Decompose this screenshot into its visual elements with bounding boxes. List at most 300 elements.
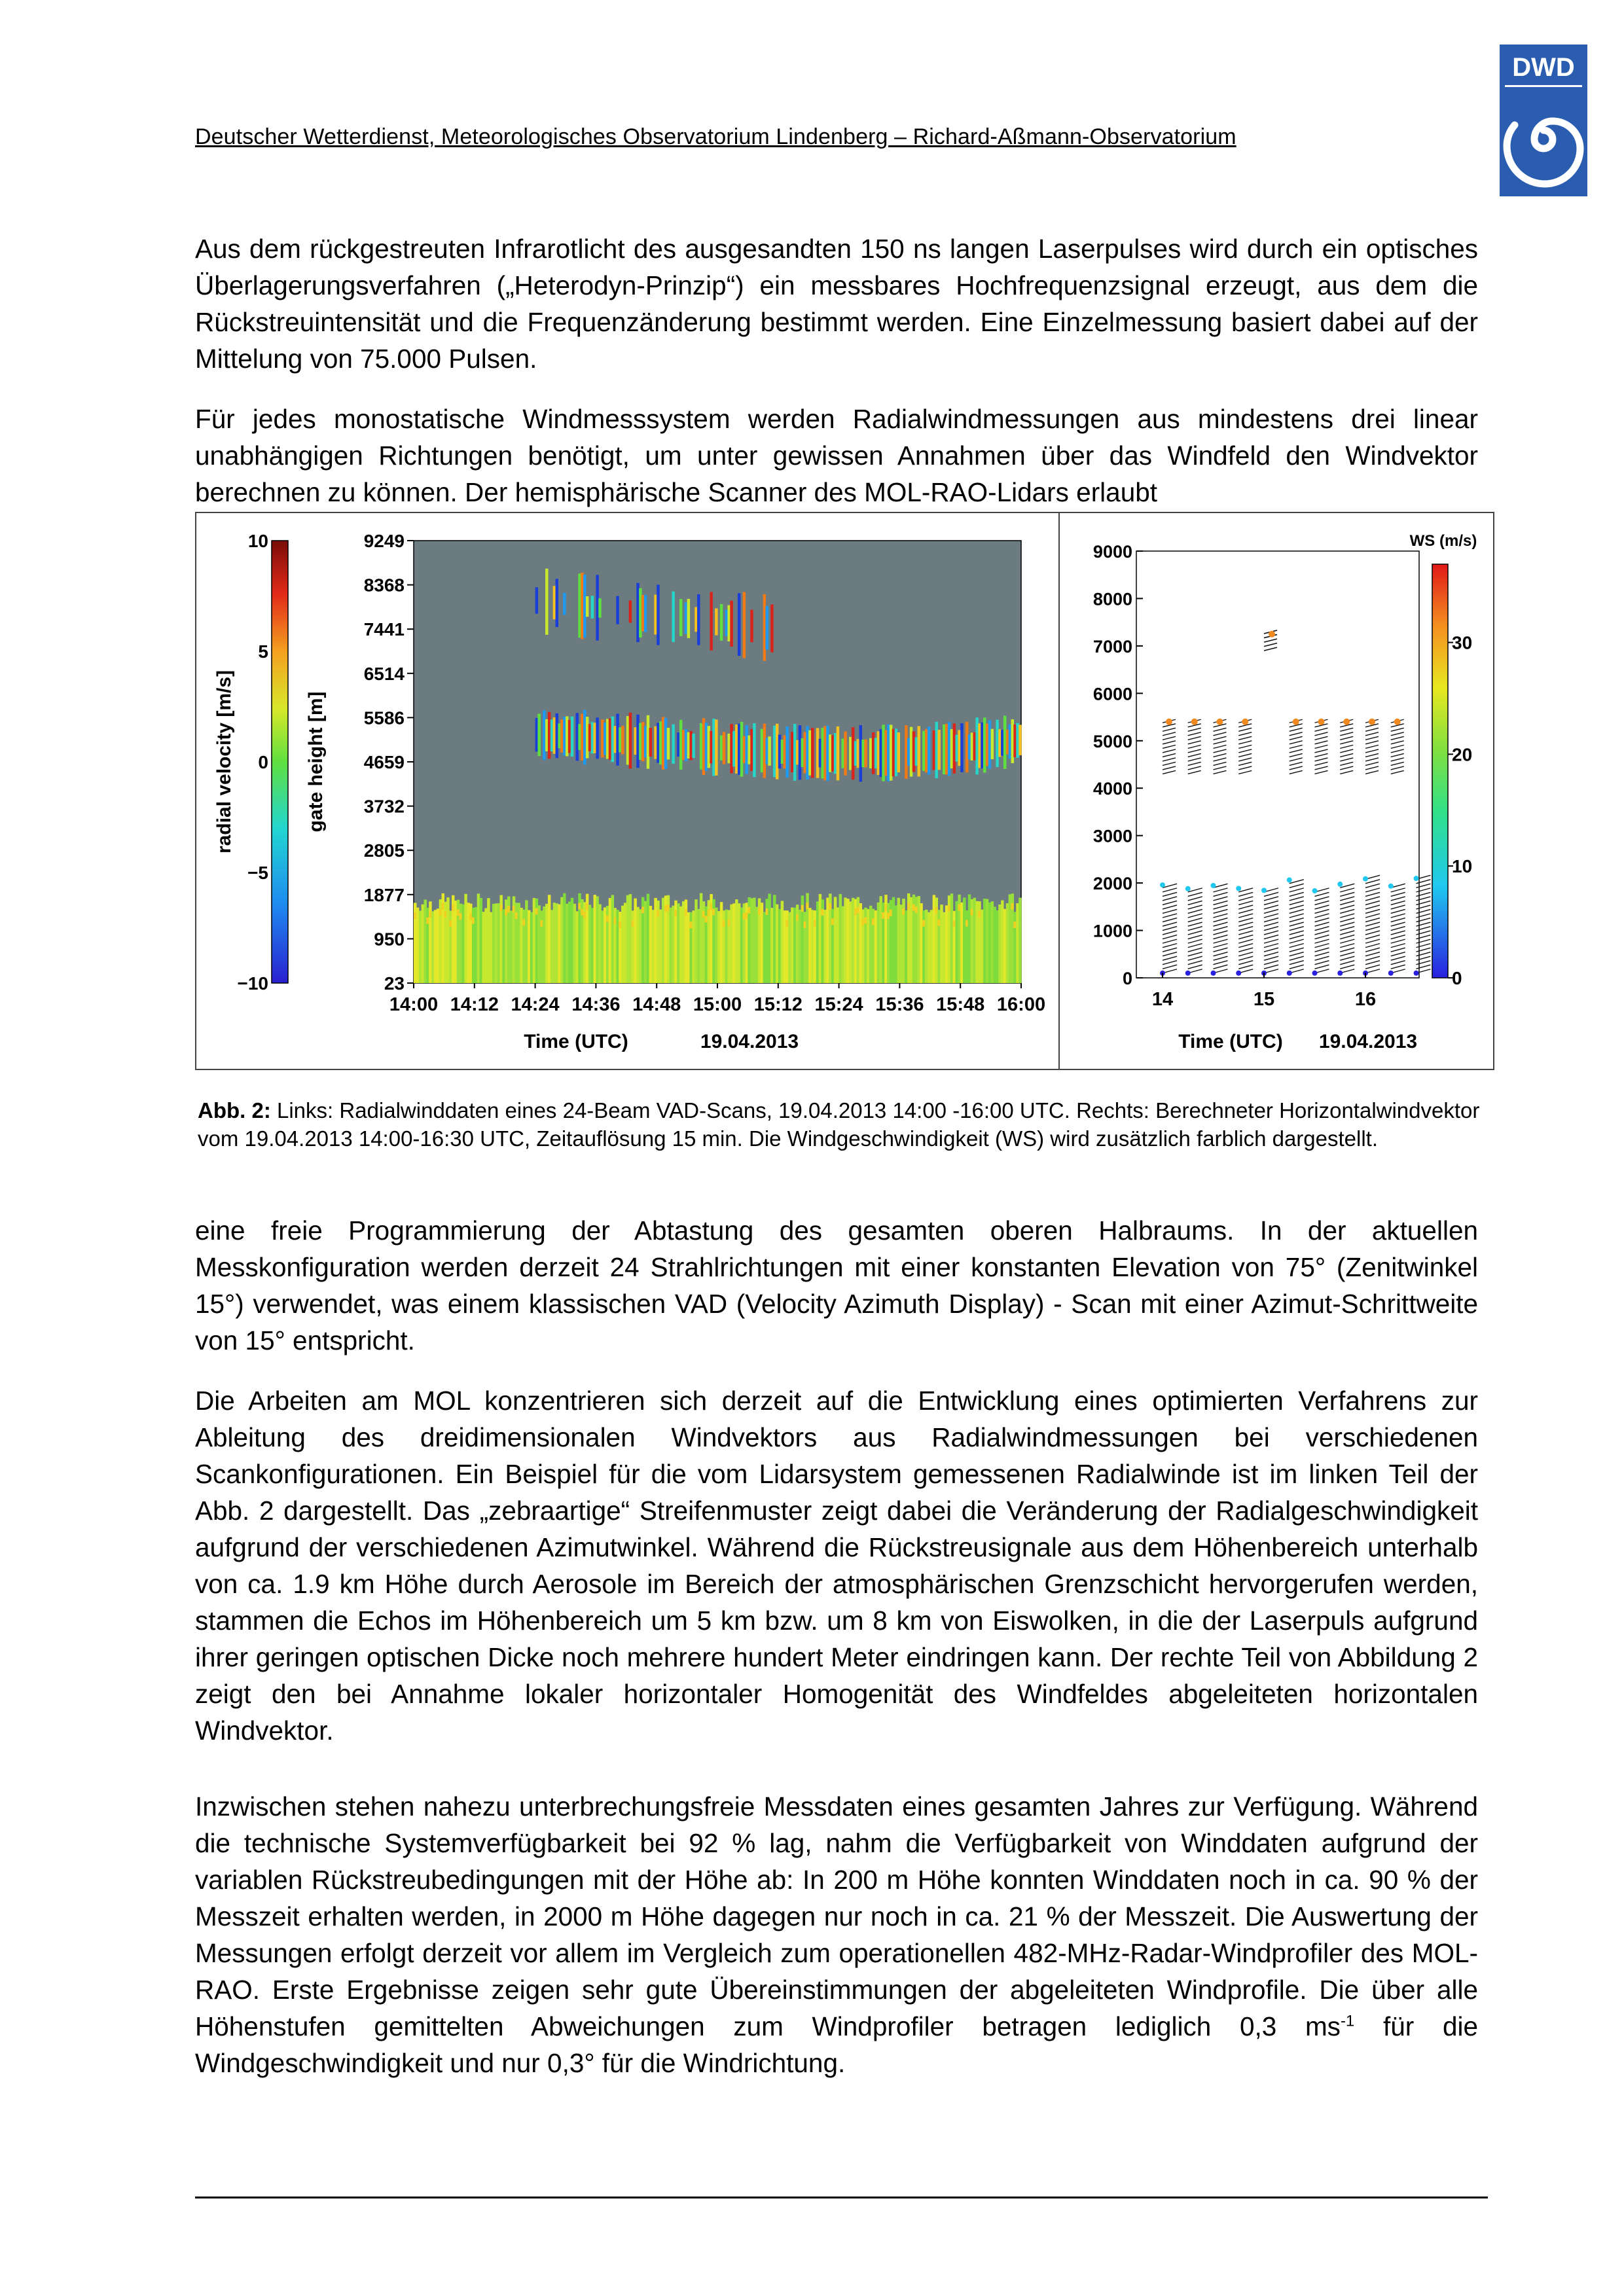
heatmap-cell <box>770 605 773 653</box>
heatmap-cell <box>945 724 948 775</box>
heatmap-cell <box>606 916 609 922</box>
right-x-axis-label: Time (UTC) <box>1178 1031 1283 1052</box>
heatmap-cell <box>530 912 533 983</box>
heatmap-cell <box>692 910 695 983</box>
caption-text: Links: Radialwinddaten eines 24-Beam VAD-Scans, 19.04.2013 14:00 -16:00 UTC. Rechts: Berechneter Horizontalwindvektor vom 19.04.2013 14:00-16:30 UTC, Zeitauflösung 15 min. Die Windgeschwindigkeit (WS) wird zusätzlich farblich dargestellt. <box>198 1098 1480 1151</box>
heatmap-cell <box>937 730 940 770</box>
heatmap-cell <box>793 908 796 983</box>
heatmap-cell <box>429 911 431 918</box>
heatmap-cell <box>644 595 647 632</box>
heatmap-cell <box>685 909 687 916</box>
heatmap-cell <box>738 724 740 775</box>
heatmap-cell <box>571 898 573 983</box>
heatmap-cell <box>575 713 578 761</box>
heatmap-cell <box>803 922 806 928</box>
heatmap-cell <box>1001 901 1003 983</box>
heatmap-cell <box>991 901 994 983</box>
heatmap-cell <box>609 898 611 983</box>
heatmap-cell <box>596 575 598 640</box>
heatmap-cell <box>928 726 930 774</box>
right-y-ticks <box>1093 542 1143 988</box>
heatmap-cell <box>697 594 700 645</box>
heatmap-cell <box>581 909 583 916</box>
heatmap-cell <box>434 910 437 983</box>
heatmap-cell <box>416 908 419 983</box>
heatmap-cell <box>687 732 690 759</box>
heatmap-cell <box>735 899 738 983</box>
heatmap-cell <box>930 910 933 983</box>
heatmap-cell <box>834 897 837 983</box>
heatmap-cell <box>568 720 571 753</box>
heatmap-cell <box>535 587 538 614</box>
heatmap-cell <box>877 903 880 983</box>
heatmap-cell <box>788 912 791 983</box>
heatmap-cell <box>560 897 563 983</box>
heatmap-cell <box>687 599 690 638</box>
heatmap-cell <box>715 908 717 983</box>
heatmap-cell <box>937 920 940 926</box>
heatmap-cell <box>439 909 442 916</box>
heatmap-cell <box>1011 719 1014 763</box>
heatmap-cell <box>834 733 837 774</box>
heatmap-cell <box>679 906 682 983</box>
heatmap-cell <box>692 734 695 758</box>
heatmap-cell <box>864 740 867 768</box>
heatmap-cell <box>581 573 583 639</box>
heatmap-cell <box>730 724 732 773</box>
heatmap-cell <box>915 737 918 765</box>
heatmap-cell <box>968 895 971 983</box>
heatmap-cell <box>773 726 776 778</box>
heatmap-cell <box>940 905 943 983</box>
right-y-tick-label: 7000 <box>1092 636 1132 656</box>
heatmap-cell <box>785 920 788 927</box>
heatmap-cell <box>545 719 548 751</box>
heatmap-cell <box>601 719 604 757</box>
heatmap-cell <box>801 905 804 912</box>
heatmap-cell <box>963 897 965 983</box>
heatmap-cell <box>537 905 540 983</box>
heatmap-cell <box>823 726 826 780</box>
heatmap-cell <box>543 906 545 983</box>
heatmap-cell <box>715 608 717 635</box>
heatmap-cell <box>761 903 763 983</box>
heatmap-cell <box>753 723 755 777</box>
heatmap-cell <box>784 735 786 768</box>
heatmap-cell <box>872 918 875 925</box>
heatmap-cell <box>831 735 834 771</box>
heatmap-cell <box>1019 725 1021 755</box>
heatmap-cell <box>978 723 981 768</box>
left-colorbar-tick: 0 <box>258 752 268 772</box>
heatmap-cell <box>819 894 821 983</box>
heatmap-cell <box>467 903 469 983</box>
heatmap-cell <box>852 898 854 983</box>
wind-barb-color <box>1185 971 1191 976</box>
right-y-tick-label: 3000 <box>1092 826 1132 846</box>
heatmap-cell <box>454 901 457 983</box>
right-date-label: 19.04.2013 <box>1318 1031 1418 1052</box>
heatmap-cell <box>548 895 550 983</box>
heatmap-cell <box>545 569 548 635</box>
left-colorbar-ticks <box>238 531 269 994</box>
heatmap-cell <box>905 725 907 779</box>
wind-barb-color <box>1160 882 1165 888</box>
heatmap-cell <box>859 903 862 983</box>
heatmap-cell <box>826 898 829 983</box>
heatmap-cell <box>444 911 446 918</box>
heatmap-cell <box>446 897 449 983</box>
heatmap-cell <box>490 912 492 983</box>
right-colorbar-tick: 0 <box>1452 968 1462 988</box>
heatmap-cell <box>712 719 715 776</box>
heatmap-cell <box>657 584 659 645</box>
right-y-tick-label: 0 <box>1122 969 1132 988</box>
heatmap-cell <box>647 894 649 983</box>
heatmap-cell <box>743 592 746 658</box>
wind-barb-color <box>1369 719 1375 725</box>
heatmap-cell <box>641 595 644 632</box>
heatmap-cell <box>877 731 880 775</box>
heatmap-cell <box>793 724 796 781</box>
wind-barb-color <box>1261 888 1267 893</box>
wind-barb-color <box>1414 971 1419 976</box>
left-x-tick-label: 15:00 <box>693 994 742 1015</box>
heatmap-cell <box>657 723 659 762</box>
heatmap-cell <box>1001 730 1003 756</box>
heatmap-cell <box>558 723 560 748</box>
heatmap-cell <box>725 610 728 637</box>
heatmap-cell <box>720 604 723 641</box>
heatmap-cell <box>730 905 732 983</box>
heatmap-cell <box>953 723 956 773</box>
heatmap-cell <box>948 722 950 776</box>
heatmap-cell <box>831 918 834 925</box>
heatmap-cell <box>925 729 928 772</box>
heatmap-cell <box>629 894 632 983</box>
heatmap-cell <box>917 726 920 776</box>
heatmap-cell <box>765 738 768 764</box>
heatmap-cell <box>875 738 877 768</box>
heatmap-cell <box>505 909 507 916</box>
right-x-tick-label: 15 <box>1253 989 1275 1010</box>
heatmap-cell <box>644 726 647 757</box>
heatmap-cell <box>776 905 778 983</box>
heatmap-cell <box>857 739 859 768</box>
wind-barb-color <box>1211 971 1216 976</box>
heatmap-cell <box>685 602 687 634</box>
heatmap-cell <box>732 731 735 767</box>
heatmap-cell <box>821 909 824 916</box>
heatmap-cell <box>616 910 619 983</box>
heatmap-cell <box>841 906 844 983</box>
heatmap-cell <box>1016 723 1019 758</box>
heatmap-cell <box>624 903 626 983</box>
heatmap-cell <box>748 907 750 914</box>
heatmap-cell <box>743 736 746 763</box>
heatmap-cell <box>778 909 781 983</box>
heatmap-cell <box>644 901 647 983</box>
heatmap-cell <box>879 896 882 983</box>
heatmap-cell <box>563 717 566 755</box>
heatmap-cell <box>556 579 558 627</box>
right-y-tick-label: 5000 <box>1092 731 1132 751</box>
left-colorbar <box>272 541 288 983</box>
heatmap-cell <box>746 912 748 919</box>
left-colorbar-tick: −10 <box>237 973 268 994</box>
heatmap-cell <box>588 724 591 751</box>
heatmap-cell <box>616 713 619 765</box>
heatmap-cell <box>705 916 708 922</box>
heatmap-cell <box>746 725 748 774</box>
left-y-tick-label: 3732 <box>363 796 405 817</box>
heatmap-cell <box>846 899 849 983</box>
heatmap-cell <box>971 909 973 916</box>
heatmap-cell <box>442 903 444 910</box>
wind-barb-color <box>1287 878 1292 883</box>
heatmap-cell <box>670 908 672 983</box>
heatmap-cell <box>700 893 702 983</box>
heatmap-cell <box>659 721 662 764</box>
heatmap-cell <box>639 588 641 637</box>
heatmap-cell <box>735 725 738 774</box>
heatmap-cell <box>553 586 556 619</box>
heatmap-cell <box>785 726 788 778</box>
heatmap-cell <box>543 710 545 760</box>
wind-barb-color <box>1312 888 1318 893</box>
heatmap-cell <box>996 910 998 983</box>
heatmap-cell <box>664 718 667 769</box>
heatmap-cell <box>687 912 690 983</box>
heatmap-cell <box>907 738 910 766</box>
wind-barb-color <box>1185 886 1191 891</box>
right-y-tick-label: 4000 <box>1092 779 1132 799</box>
heatmap-cell <box>571 717 573 757</box>
heatmap-cell <box>758 908 761 914</box>
left-y-tick-label: 5586 <box>363 708 405 728</box>
heatmap-cell <box>778 734 781 768</box>
heatmap-cell <box>981 910 983 983</box>
heatmap-cell <box>695 899 697 983</box>
heatmap-cell <box>750 729 753 771</box>
heatmap-cell <box>705 723 708 771</box>
heatmap-cell <box>581 714 583 761</box>
heatmap-cell <box>738 593 740 656</box>
heatmap-cell <box>799 910 801 983</box>
figure-caption <box>198 1096 1481 1153</box>
heatmap-cell <box>578 724 581 750</box>
heatmap-cell <box>672 906 674 983</box>
heatmap-cell <box>892 897 895 983</box>
heatmap-cell <box>943 912 945 983</box>
left-y-tick-label: 1877 <box>363 884 405 905</box>
left-x-tick-label: 14:00 <box>389 994 439 1015</box>
heatmap-cell <box>563 893 566 983</box>
heatmap-cell <box>727 734 730 763</box>
heatmap-cell <box>540 920 543 927</box>
right-y-tick-label: 6000 <box>1092 684 1132 704</box>
wind-barb-color <box>1363 876 1368 882</box>
heatmap-cell <box>912 731 915 772</box>
heatmap-cell <box>988 903 991 983</box>
heatmap-cell <box>679 720 682 770</box>
heatmap-cell <box>583 912 586 918</box>
left-x-tick-label: 15:48 <box>936 994 985 1015</box>
heatmap-cell <box>753 898 755 983</box>
heatmap-cell <box>897 732 900 772</box>
heatmap-cell <box>654 726 657 759</box>
heatmap-cell <box>591 596 594 619</box>
heatmap-cell <box>480 898 482 983</box>
heatmap-cell <box>464 894 467 983</box>
heatmap-cell <box>553 903 556 983</box>
heatmap-cell <box>801 738 804 767</box>
heatmap-cell <box>528 910 530 983</box>
wind-barb-color <box>1211 883 1216 888</box>
heatmap-cell <box>998 905 1001 983</box>
heatmap-cell <box>811 728 814 778</box>
heatmap-cell <box>839 894 842 983</box>
heatmap-cell <box>869 738 872 768</box>
heatmap-cell <box>738 903 740 983</box>
heatmap-cell <box>844 897 846 983</box>
heatmap-cell <box>740 722 743 777</box>
heatmap-cell <box>651 910 654 983</box>
paragraph-scan-config: eine freie Programmierung der Abtastung des gesamten oberen Halbraums. In der aktuellen Messkonfiguration werden derzeit 24 Strahlrichtungen mit einer konstanten Elevation von 75° (Zenitwinkel 15°) verwendet, was einem klassischen VAD (Velocity Azimuth Display) - Scan mit einer Azimut-Schrittweite von 15° entspricht. <box>195 1215 1478 1355</box>
heatmap-cell <box>727 605 730 641</box>
heatmap-cell <box>634 899 636 983</box>
heatmap-cell <box>852 727 854 780</box>
right-x-tick-label: 16 <box>1354 989 1377 1010</box>
heatmap-cell <box>492 904 495 983</box>
heatmap-cell <box>875 910 877 983</box>
wind-barb-color <box>1287 971 1292 976</box>
heatmap-cell <box>594 723 596 753</box>
heatmap-cell <box>507 906 510 912</box>
heatmap-cell <box>596 896 598 983</box>
heatmap-cell <box>469 913 472 920</box>
heatmap-cell <box>765 908 768 915</box>
heatmap-cell <box>796 740 799 765</box>
left-y-tick-label: 2805 <box>363 840 405 861</box>
left-x-axis-label: Time (UTC) <box>524 1031 628 1052</box>
logo-text: DWD <box>1512 53 1575 82</box>
heatmap-cell <box>943 725 945 774</box>
dwd-logo <box>1500 45 1587 196</box>
heatmap-cell <box>667 728 670 759</box>
heatmap-cell <box>513 906 515 912</box>
left-y-tick-label: 4659 <box>363 752 405 772</box>
left-y-tick-label: 950 <box>374 929 405 950</box>
heatmap-cell <box>933 730 935 770</box>
heatmap-cell <box>973 898 976 983</box>
caption-label: Abb. 2: <box>198 1098 271 1122</box>
heatmap-cell <box>895 728 897 776</box>
left-x-tick-label: 14:48 <box>632 994 681 1015</box>
heatmap-cell <box>598 905 601 983</box>
heatmap-cell <box>641 722 644 761</box>
wind-barb-color <box>1217 719 1223 725</box>
heatmap-cell <box>723 920 725 927</box>
right-x-tick-label: 14 <box>1151 989 1174 1010</box>
heatmap-cell <box>1009 725 1011 759</box>
figure-2 <box>195 512 1494 1070</box>
heatmap-cell <box>1003 909 1006 983</box>
heatmap-cell <box>910 727 912 777</box>
heatmap-cell <box>647 715 649 769</box>
heatmap-cell <box>958 730 960 766</box>
heatmap-cell <box>902 908 905 915</box>
left-x-ticks <box>389 983 1045 1015</box>
heatmap-cell <box>791 732 793 772</box>
left-x-tick-label: 14:24 <box>511 994 560 1015</box>
heatmap-cell <box>482 912 484 983</box>
heatmap-cell <box>993 906 996 983</box>
heatmap-cell <box>702 718 705 775</box>
heatmap-cell <box>950 729 953 768</box>
heatmap-cell <box>955 735 958 762</box>
heatmap-cell <box>510 910 513 983</box>
heatmap-cell <box>537 714 540 757</box>
wind-barb-color <box>1166 719 1172 725</box>
paragraph-availability-sup: -1 <box>1340 2012 1355 2030</box>
heatmap-cell <box>955 901 958 983</box>
heatmap-cell <box>808 730 811 776</box>
heatmap-cell <box>887 912 890 919</box>
wind-barb-color <box>1388 884 1394 889</box>
heatmap-cell <box>965 722 968 772</box>
heatmap-cell <box>604 907 606 983</box>
heatmap-cell <box>533 898 535 983</box>
heatmap-cell <box>431 911 434 983</box>
heatmap-cell <box>596 717 598 759</box>
heatmap-cell <box>604 723 606 755</box>
left-date-label: 19.04.2013 <box>700 1031 799 1052</box>
heatmap-cell <box>773 895 776 983</box>
heatmap-cell <box>588 905 591 983</box>
heatmap-cell <box>499 905 502 911</box>
heatmap-cell <box>808 908 811 983</box>
heatmap-cell <box>806 726 808 780</box>
heatmap-cell <box>649 906 652 983</box>
left-x-tick-label: 15:36 <box>875 994 924 1015</box>
heatmap-cell <box>677 732 679 757</box>
heatmap-cell <box>922 920 925 927</box>
left-y-tick-label: 6514 <box>363 663 405 684</box>
heatmap-cell <box>928 912 930 983</box>
wind-barb-color <box>1394 719 1401 725</box>
heatmap-cell <box>477 893 480 983</box>
heatmap-cell <box>884 730 887 776</box>
heatmap-cell <box>895 905 897 983</box>
heatmap-cell <box>667 905 670 911</box>
heatmap-cell <box>723 732 725 764</box>
heatmap-cell <box>925 910 928 983</box>
heatmap-cell <box>563 593 566 615</box>
left-x-tick-label: 14:36 <box>571 994 621 1015</box>
heatmap-cell <box>484 908 487 983</box>
heatmap-cell <box>457 909 460 916</box>
heatmap-cell <box>1011 903 1014 910</box>
heatmap-cell <box>634 727 636 755</box>
heatmap-cell <box>912 904 915 910</box>
heatmap-cell <box>419 910 422 983</box>
heatmap-cell <box>616 596 619 624</box>
left-y-tick-label: 7441 <box>363 619 405 640</box>
heatmap-cell <box>460 913 462 920</box>
heatmap-cell <box>763 724 766 778</box>
heatmap-cell <box>672 592 674 642</box>
